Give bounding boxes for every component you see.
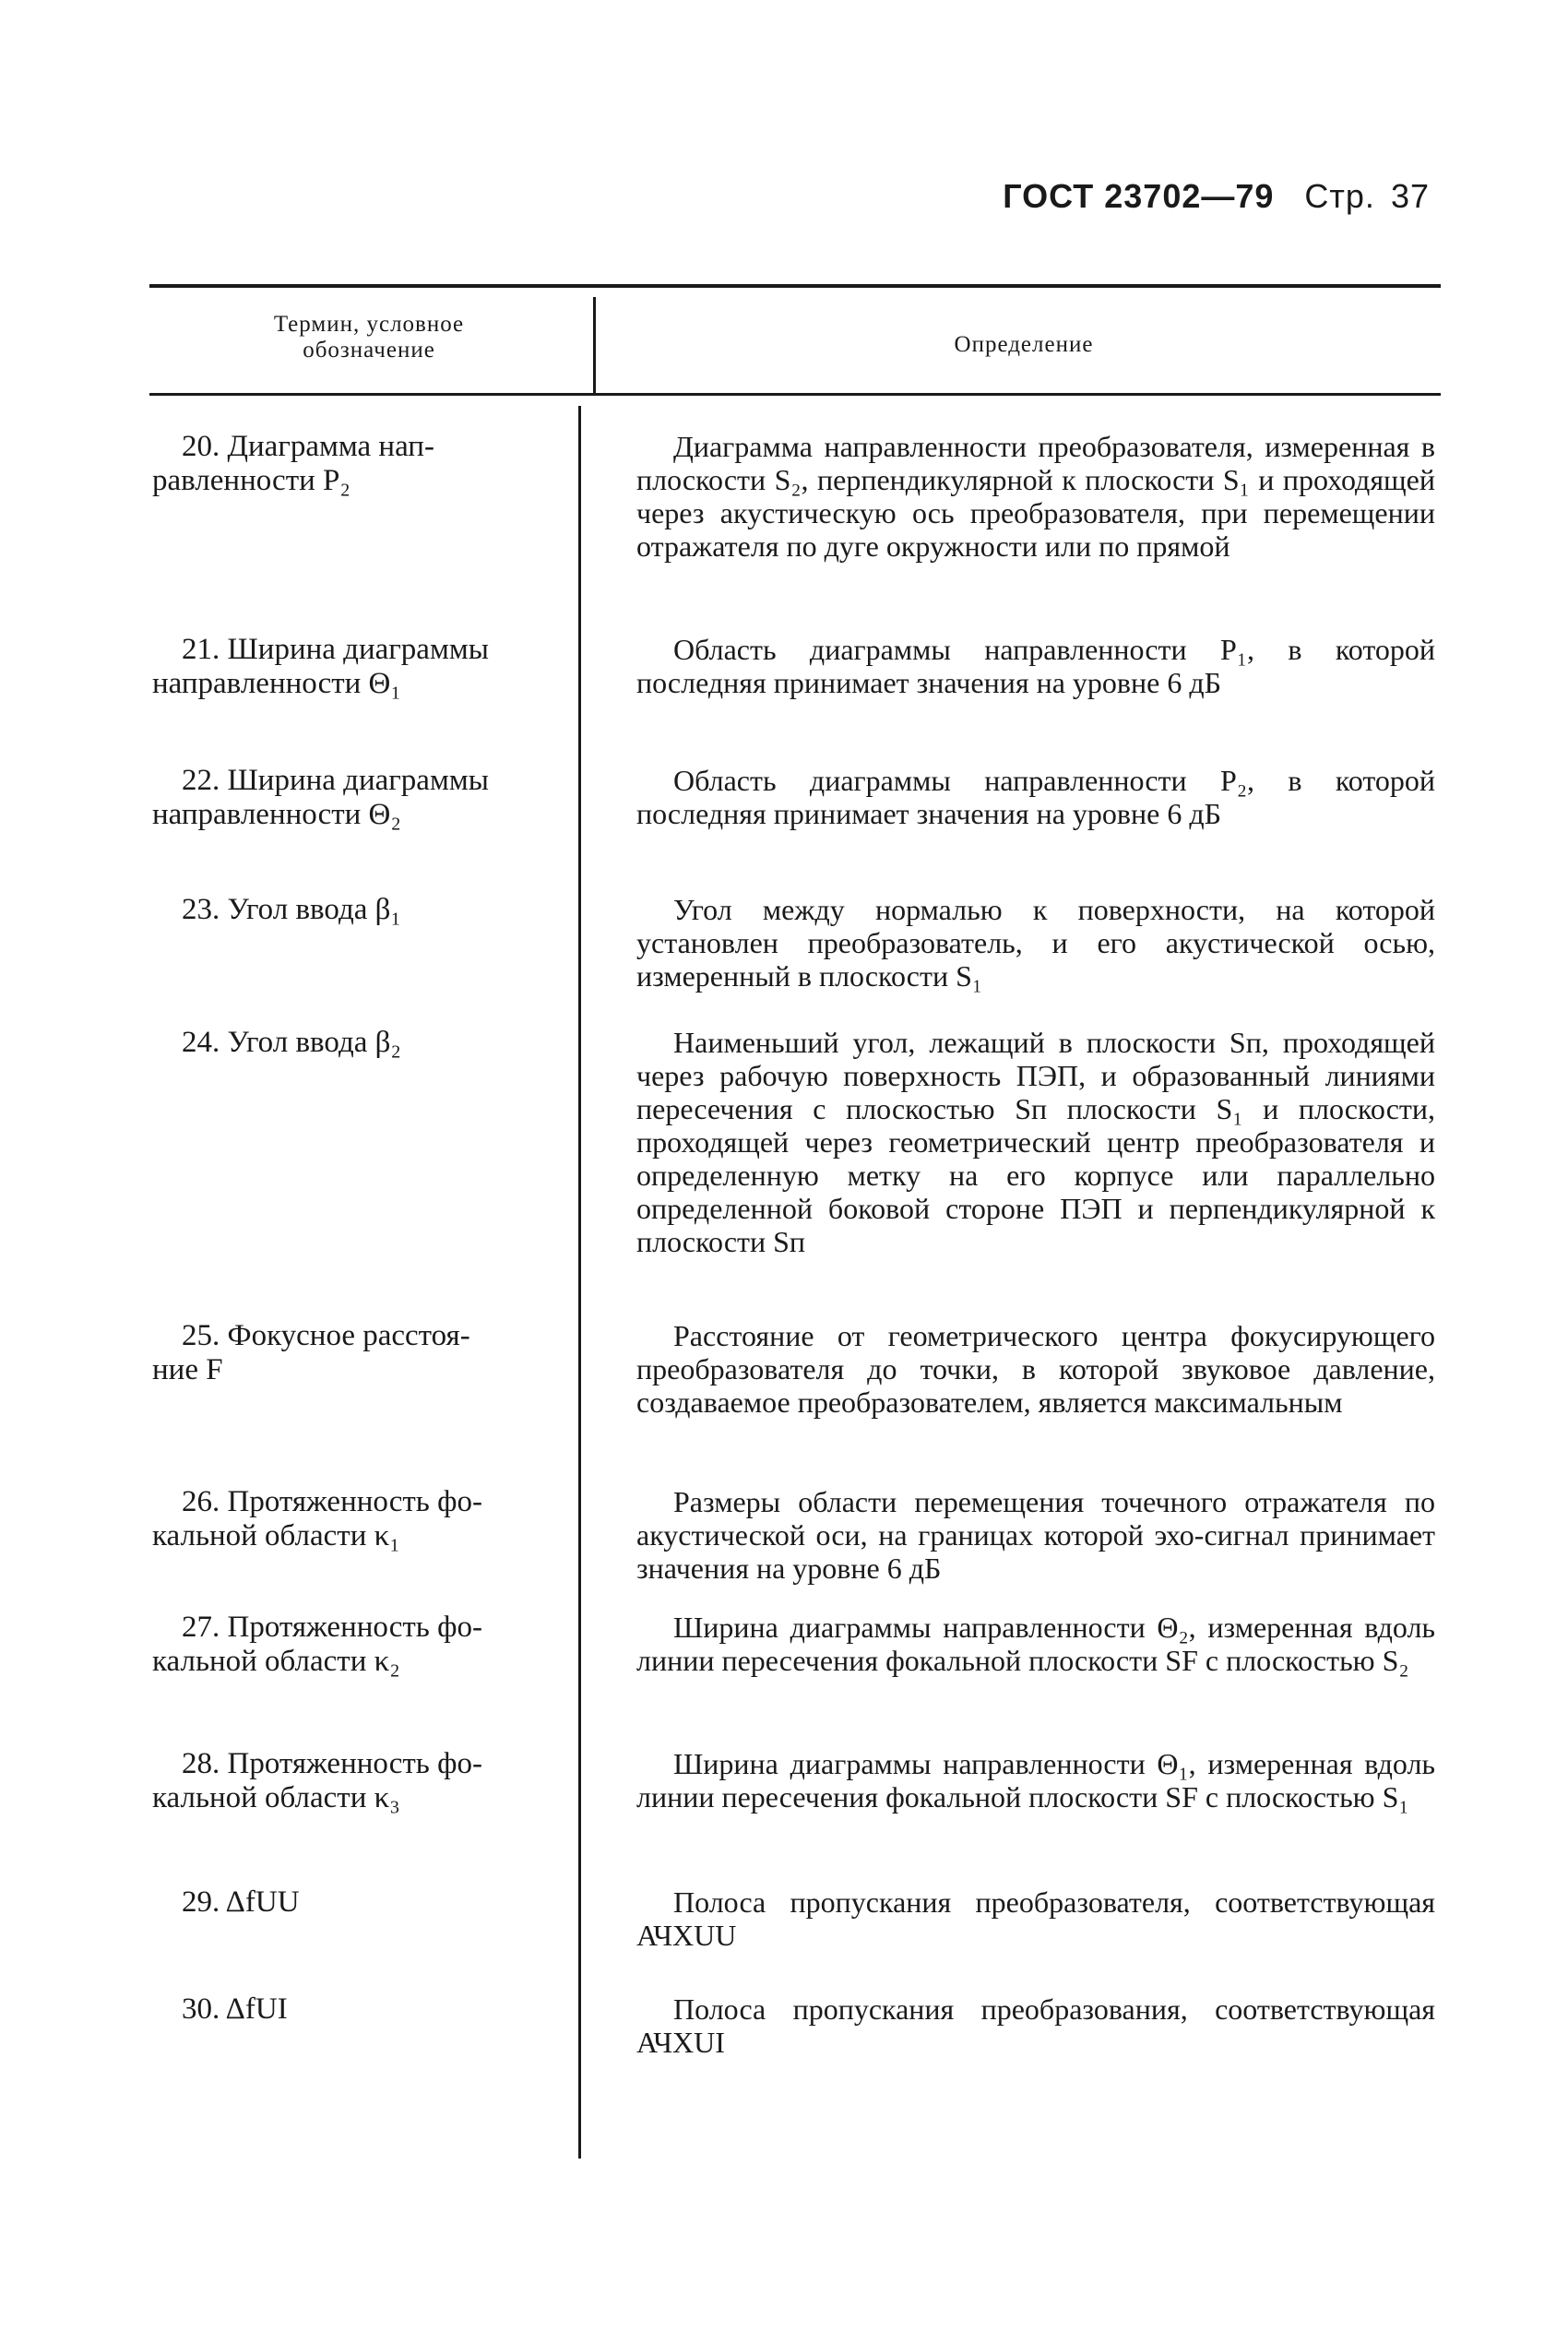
term-line-1: 29. ΔfUU [182, 1885, 300, 1919]
definition-cell: Угол между нормалью к поверхности, на которой установлен преобразователь, и его акустической осью, измеренный в плоскости S₁ [636, 893, 1435, 993]
term-line-2: направленности Θ₂ [152, 798, 401, 831]
definition-cell: Ширина диаграммы направленности Θ₁, измеренная вдоль линии пересечения фокальной плоскости SF с плоскостью S₁ [636, 1747, 1435, 1814]
term-cell [152, 764, 540, 832]
term-cell [152, 1319, 540, 1387]
term-line-1: 21. Ширина диаграммы [182, 633, 489, 666]
term-line-1: 22. Ширина диаграммы [182, 764, 489, 797]
body-column-divider [578, 406, 581, 2159]
term-line-2: направленности Θ₁ [152, 667, 401, 700]
term-line-2: кальной области κ₁ [152, 1519, 400, 1552]
term-cell [152, 633, 540, 701]
definition-cell: Полоса пропускания преобразования, соответствующая АЧХUI [636, 1992, 1435, 2059]
term-line-2: кальной области κ₂ [152, 1645, 400, 1678]
term-line-1: 23. Угол ввода β₁ [182, 893, 401, 926]
term-cell [152, 1026, 540, 1060]
table-header-rule [149, 393, 1441, 396]
definition-cell: Размеры области перемещения точечного отражателя по акустической оси, на границах которой эхо-сигнал принимает значения на уровне 6 дБ [636, 1485, 1435, 1585]
term-cell [152, 1885, 540, 1920]
term-line-1: 26. Протяженность фо- [182, 1485, 482, 1518]
definition-cell: Расстояние от геометрического центра фокусирующего преобразователя до точки, в которой звуковое давление, создаваемое преобразователем, является максимальным [636, 1319, 1435, 1419]
page-label: Стр. [1304, 177, 1375, 215]
definition-cell: Диаграмма направленности преобразователя, измеренная в плоскости S₂, перпендикулярной к плоскости S₁ и проходящей через акустическую ось преобразователя, при перемещении отражателя по дуге окружности или по прямой [636, 430, 1435, 563]
term-cell [152, 893, 540, 927]
term-line-2: кальной области κ₃ [152, 1781, 400, 1814]
column-header-term-line1: Термин, условное [273, 312, 465, 337]
term-line-2: равленности P₂ [152, 464, 350, 497]
standard-code: ГОСТ 23702—79 [1003, 177, 1275, 215]
term-line-1: 30. ΔfUI [182, 1992, 288, 2026]
definition-cell: Ширина диаграммы направленности Θ₂, измеренная вдоль линии пересечения фокальной плоскости SF с плоскостью S₂ [636, 1611, 1435, 1677]
term-line-1: 25. Фокусное расстоя- [182, 1319, 470, 1352]
term-line-1: 28. Протяженность фо- [182, 1747, 482, 1780]
term-cell [152, 1747, 540, 1815]
term-line-1: 20. Диаграмма нап- [182, 430, 434, 463]
term-cell [152, 1611, 540, 1679]
definition-cell: Область диаграммы направленности P₂, в которой последняя принимает значения на уровне 6 дБ [636, 764, 1435, 830]
page-header [1003, 177, 1430, 216]
definition-cell: Наименьший угол, лежащий в плоскости Sп, проходящей через рабочую поверхность ПЭП, и образованный линиями пересечения с плоскостью Sп плоскости S₁ и плоскости, проходящей через геометрический центр преобразователя и определенную метку на его корпусе или параллельно определенной боковой стороне ПЭП и перпендикулярной к плоскости Sп [636, 1026, 1435, 1258]
term-cell [152, 1485, 540, 1553]
column-header-term-line2: обозначение [303, 338, 435, 363]
column-header-term [157, 312, 581, 363]
term-line-1: 24. Угол ввода β₂ [182, 1026, 401, 1059]
header-column-divider [593, 297, 596, 393]
term-line-2: ние F [152, 1353, 223, 1386]
term-cell [152, 1992, 540, 2027]
column-header-definition: Определение [954, 332, 1094, 357]
definition-cell: Полоса пропускания преобразователя, соответствующая АЧХUU [636, 1885, 1435, 1952]
term-cell [152, 430, 540, 498]
table-top-rule [149, 284, 1441, 288]
page-number: 37 [1390, 177, 1430, 215]
term-line-1: 27. Протяженность фо- [182, 1611, 482, 1644]
definition-cell: Область диаграммы направленности P₁, в которой последняя принимает значения на уровне 6 дБ [636, 633, 1435, 699]
